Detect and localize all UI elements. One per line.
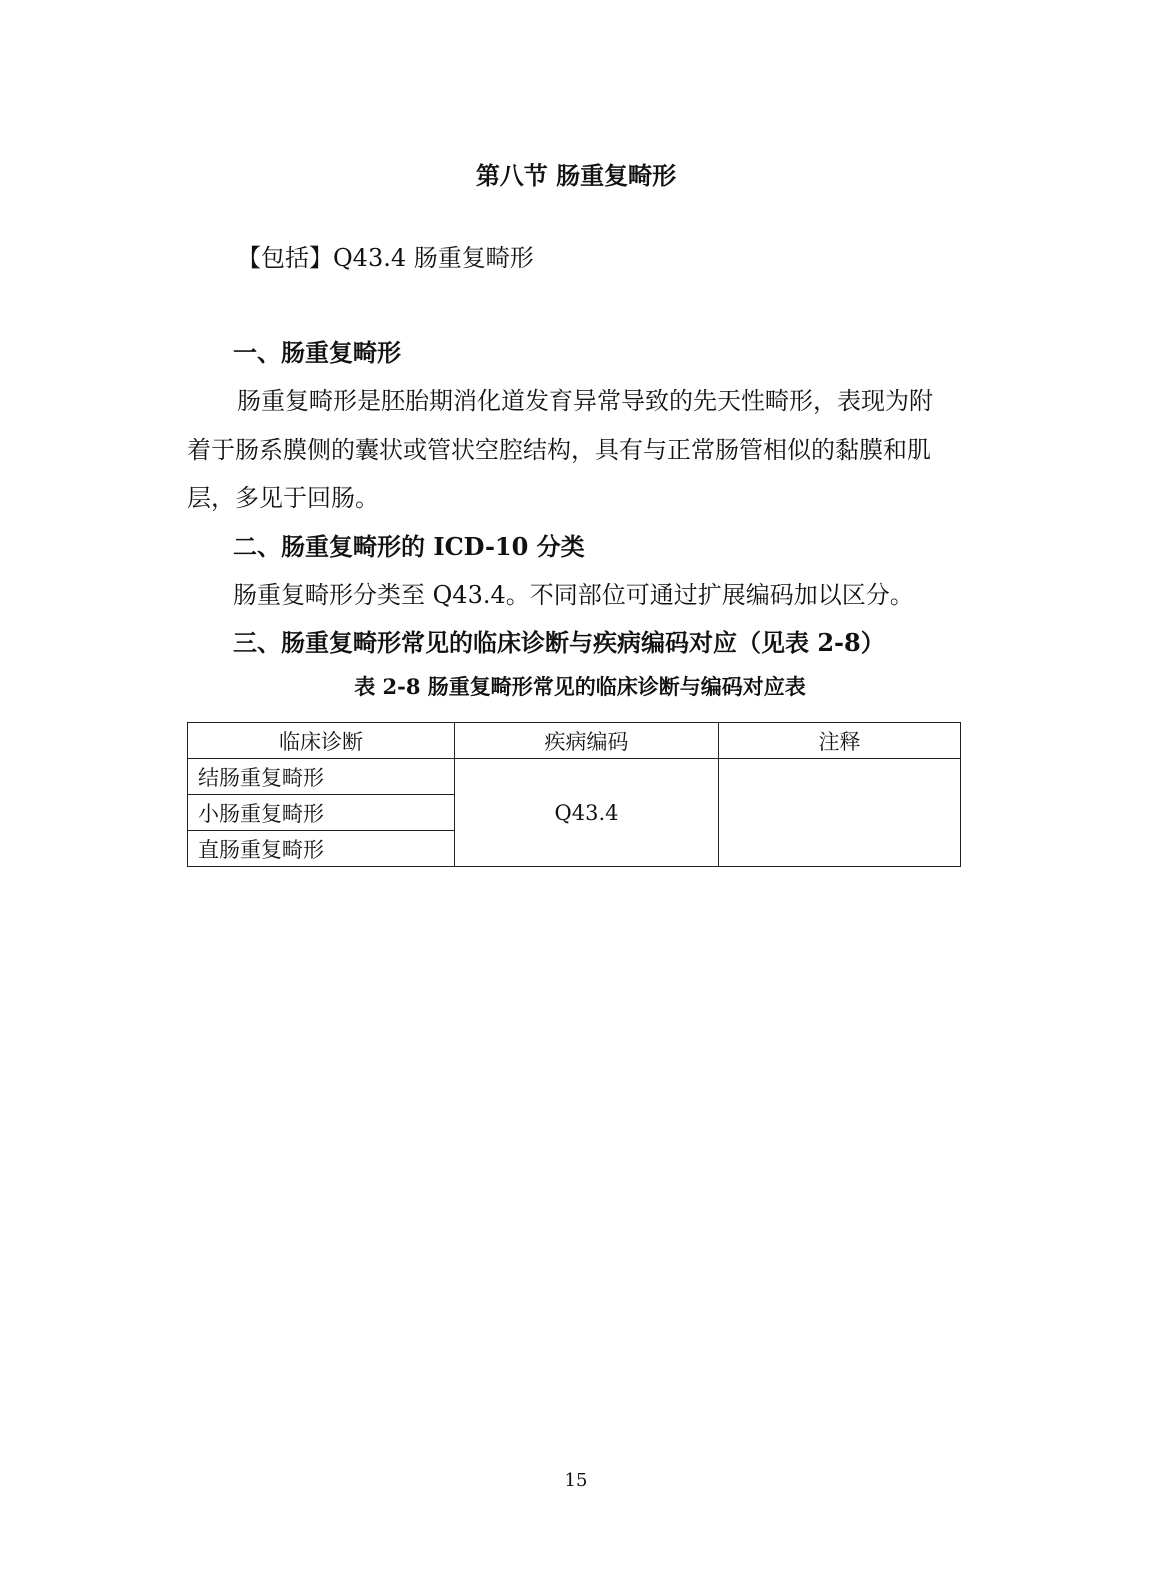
header-note: 注释 — [719, 723, 961, 759]
paragraph-1-line-2: 着于肠系膜侧的囊状或管状空腔结构，具有与正常肠管相似的黏膜和肌 — [187, 436, 931, 464]
table-header-row — [188, 723, 961, 759]
paragraph-2: 肠重复畸形分类至 Q43.4。不同部位可通过扩展编码加以区分。 — [233, 581, 914, 609]
heading-1: 一、肠重复畸形 — [233, 338, 401, 367]
paragraph-1-line-1: 肠重复畸形是胚胎期消化道发育异常导致的先天性畸形，表现为附 — [237, 387, 933, 415]
diagnosis-cell: 直肠重复畸形 — [188, 831, 455, 867]
diagnosis-cell: 小肠重复畸形 — [188, 795, 455, 831]
header-code: 疾病编码 — [455, 723, 719, 759]
section-title: 第八节 肠重复畸形 — [475, 161, 677, 190]
diagnosis-cell: 结肠重复畸形 — [188, 759, 455, 795]
page-number: 15 — [564, 1470, 588, 1491]
table-caption: 表 2-8 肠重复畸形常见的临床诊断与编码对应表 — [354, 674, 806, 699]
paragraph-1-line-3: 层，多见于回肠。 — [187, 484, 379, 512]
includes-line: 【包括】Q43.4 肠重复畸形 — [237, 244, 534, 272]
heading-3: 三、肠重复畸形常见的临床诊断与疾病编码对应（见表 2-8） — [233, 628, 885, 657]
header-diagnosis: 临床诊断 — [188, 723, 455, 759]
heading-2: 二、肠重复畸形的 ICD-10 分类 — [233, 532, 585, 561]
table-row — [188, 759, 961, 795]
note-cell — [719, 759, 961, 867]
diagnosis-code-table — [187, 722, 961, 867]
code-cell: Q43.4 — [455, 759, 719, 867]
